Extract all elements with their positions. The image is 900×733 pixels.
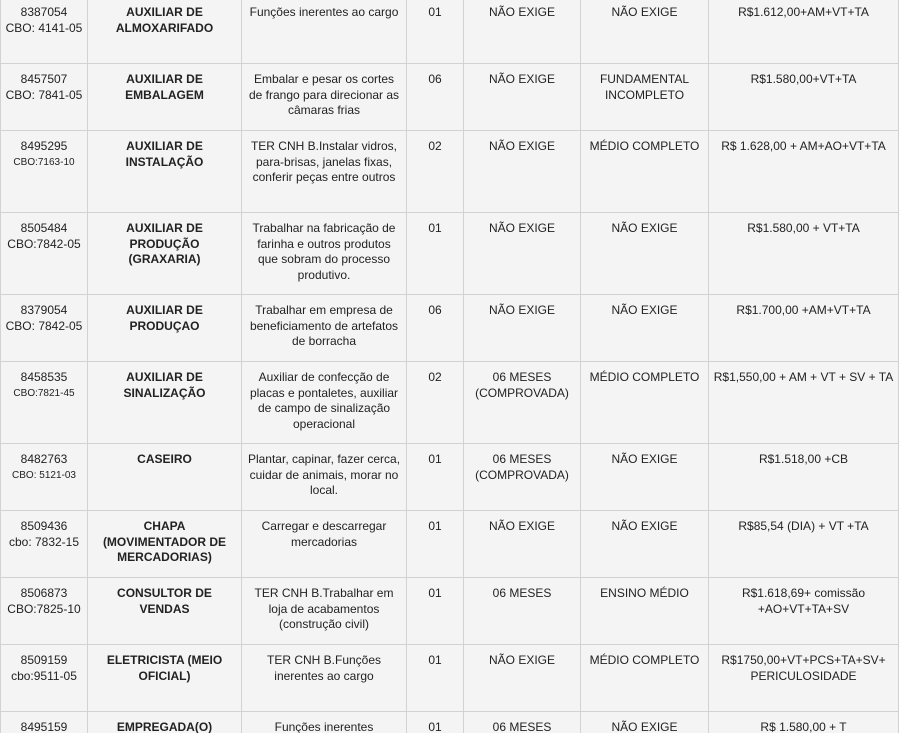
job-code: 8506873 [20, 586, 68, 600]
job-vacancies: 01 [407, 0, 464, 64]
job-experience: 06 MESES (COMPROVADA) [464, 444, 581, 511]
job-code: 8387054 [20, 5, 68, 19]
job-title: AUXILIAR DE EMBALAGEM [88, 64, 242, 131]
job-title: AUXILIAR DE SINALIZAÇÃO [88, 362, 242, 444]
job-code-cell [1, 131, 88, 213]
job-code-cell [1, 578, 88, 645]
job-description: TER CNH B.Funções inerentes ao cargo [242, 645, 407, 712]
job-schooling: NÃO EXIGE [581, 511, 709, 578]
job-description: Trabalhar na fabricação de farinha e outros produtos que sobram do processo produtivo. [242, 213, 407, 295]
job-vacancies: 01 [407, 511, 464, 578]
job-description: TER CNH B.Trabalhar em loja de acabamentos (construção civil) [242, 578, 407, 645]
job-salary: R$1.612,00+AM+VT+TA [709, 0, 899, 64]
job-row [1, 511, 899, 578]
job-vacancies: 01 [407, 712, 464, 733]
job-vacancies: 02 [407, 362, 464, 444]
job-row [1, 578, 899, 645]
job-title: AUXILIAR DE INSTALAÇÃO [88, 131, 242, 213]
job-code: 8495159 [20, 720, 68, 733]
job-title: CONSULTOR DE VENDAS [88, 578, 242, 645]
job-experience: NÃO EXIGE [464, 0, 581, 64]
job-vacancies: 01 [407, 444, 464, 511]
job-code: 8509159 [20, 653, 68, 667]
job-row [1, 362, 899, 444]
job-title: CHAPA (MOVIMENTADOR DE MERCADORIAS) [88, 511, 242, 578]
job-description: Funções inerentes ao cargo [242, 0, 407, 64]
cbo-code: CBO:7842-05 [7, 236, 81, 251]
job-experience: NÃO EXIGE [464, 295, 581, 362]
job-code: 8495295 [20, 139, 68, 153]
job-experience: 06 MESES [464, 712, 581, 733]
job-experience: 06 MESES [464, 578, 581, 645]
cbo-code: CBO:7821-45 [13, 387, 75, 399]
cbo-code: cbo: 7832-15 [8, 534, 80, 549]
job-row [1, 444, 899, 511]
job-title: CASEIRO [88, 444, 242, 511]
job-code: 8379054 [20, 303, 68, 317]
job-schooling: NÃO EXIGE [581, 295, 709, 362]
job-code-cell [1, 645, 88, 712]
job-experience: NÃO EXIGE [464, 213, 581, 295]
job-schooling: MÉDIO COMPLETO [581, 645, 709, 712]
job-salary: R$1750,00+VT+PCS+TA+SV+ PERICULOSIDADE [709, 645, 899, 712]
job-schooling: NÃO EXIGE [581, 213, 709, 295]
job-code-cell [1, 64, 88, 131]
job-row [1, 0, 899, 64]
job-schooling: NÃO EXIGE [581, 444, 709, 511]
job-vacancies: 02 [407, 131, 464, 213]
job-vacancies: 06 [407, 295, 464, 362]
job-schooling: NÃO EXIGE [581, 0, 709, 64]
job-description: Carregar e descarregar mercadorias [242, 511, 407, 578]
job-description: Funções inerentes [242, 712, 407, 733]
job-code: 8505484 [20, 221, 68, 235]
job-description: Auxiliar de confecção de placas e pontaletes, auxiliar de campo de sinalização operacional [242, 362, 407, 444]
job-schooling: FUNDAMENTAL INCOMPLETO [581, 64, 709, 131]
job-code: 8457507 [20, 72, 68, 86]
job-title: EMPREGADA(O) [88, 712, 242, 733]
job-salary: R$ 1.580,00 + T [709, 712, 899, 733]
job-experience: NÃO EXIGE [464, 645, 581, 712]
cbo-code: CBO: 4141-05 [5, 20, 83, 35]
job-vacancies: 01 [407, 578, 464, 645]
job-title: ELETRICISTA (MEIO OFICIAL) [88, 645, 242, 712]
cbo-code: CBO: 7842-05 [5, 318, 83, 333]
job-code: 8458535 [20, 370, 68, 384]
job-code-cell [1, 712, 88, 733]
job-experience: NÃO EXIGE [464, 511, 581, 578]
job-schooling: MÉDIO COMPLETO [581, 362, 709, 444]
job-vacancies: 06 [407, 64, 464, 131]
job-salary: R$1.618,69+ comissão +AO+VT+TA+SV [709, 578, 899, 645]
job-code-cell [1, 444, 88, 511]
job-row [1, 213, 899, 295]
job-row [1, 295, 899, 362]
cbo-code: CBO: 7841-05 [5, 87, 83, 102]
job-row [1, 131, 899, 213]
job-title: AUXILIAR DE PRODUÇAO [88, 295, 242, 362]
job-schooling: MÉDIO COMPLETO [581, 131, 709, 213]
job-title: AUXILIAR DE PRODUÇÃO (GRAXARIA) [88, 213, 242, 295]
job-salary: R$1.580,00+VT+TA [709, 64, 899, 131]
job-salary: R$85,54 (DIA) + VT +TA [709, 511, 899, 578]
job-code-cell [1, 295, 88, 362]
job-experience: 06 MESES (COMPROVADA) [464, 362, 581, 444]
job-code-cell [1, 0, 88, 64]
job-description: Embalar e pesar os cortes de frango para direcionar as câmaras frias [242, 64, 407, 131]
cbo-code: cbo:9511-05 [11, 668, 77, 683]
job-description: Plantar, capinar, fazer cerca, cuidar de animais, morar no local. [242, 444, 407, 511]
cbo-code: CBO: 5121-03 [12, 469, 76, 481]
job-schooling: ENSINO MÉDIO [581, 578, 709, 645]
cbo-code: CBO:7825-10 [7, 601, 81, 616]
job-title: AUXILIAR DE ALMOXARIFADO [88, 0, 242, 64]
cbo-code: CBO:7163-10 [13, 156, 75, 168]
job-code-cell [1, 213, 88, 295]
job-vacancies: 01 [407, 645, 464, 712]
job-vacancies: 01 [407, 213, 464, 295]
job-salary: R$ 1.628,00 + AM+AO+VT+TA [709, 131, 899, 213]
job-code-cell [1, 511, 88, 578]
job-description: TER CNH B.Instalar vidros, para-brisas, janelas fixas, conferir peças entre outros [242, 131, 407, 213]
job-row [1, 712, 899, 733]
job-code: 8509436 [20, 519, 68, 533]
job-salary: R$1.518,00 +CB [709, 444, 899, 511]
job-code: 8482763 [20, 452, 68, 466]
job-code-cell [1, 362, 88, 444]
job-experience: NÃO EXIGE [464, 131, 581, 213]
job-row [1, 645, 899, 712]
job-experience: NÃO EXIGE [464, 64, 581, 131]
job-description: Trabalhar em empresa de beneficiamento de artefatos de borracha [242, 295, 407, 362]
job-row [1, 64, 899, 131]
job-schooling: NÃO EXIGE [581, 712, 709, 733]
job-salary: R$1.580,00 + VT+TA [709, 213, 899, 295]
job-salary: R$1,550,00 + AM + VT + SV + TA [709, 362, 899, 444]
job-salary: R$1.700,00 +AM+VT+TA [709, 295, 899, 362]
